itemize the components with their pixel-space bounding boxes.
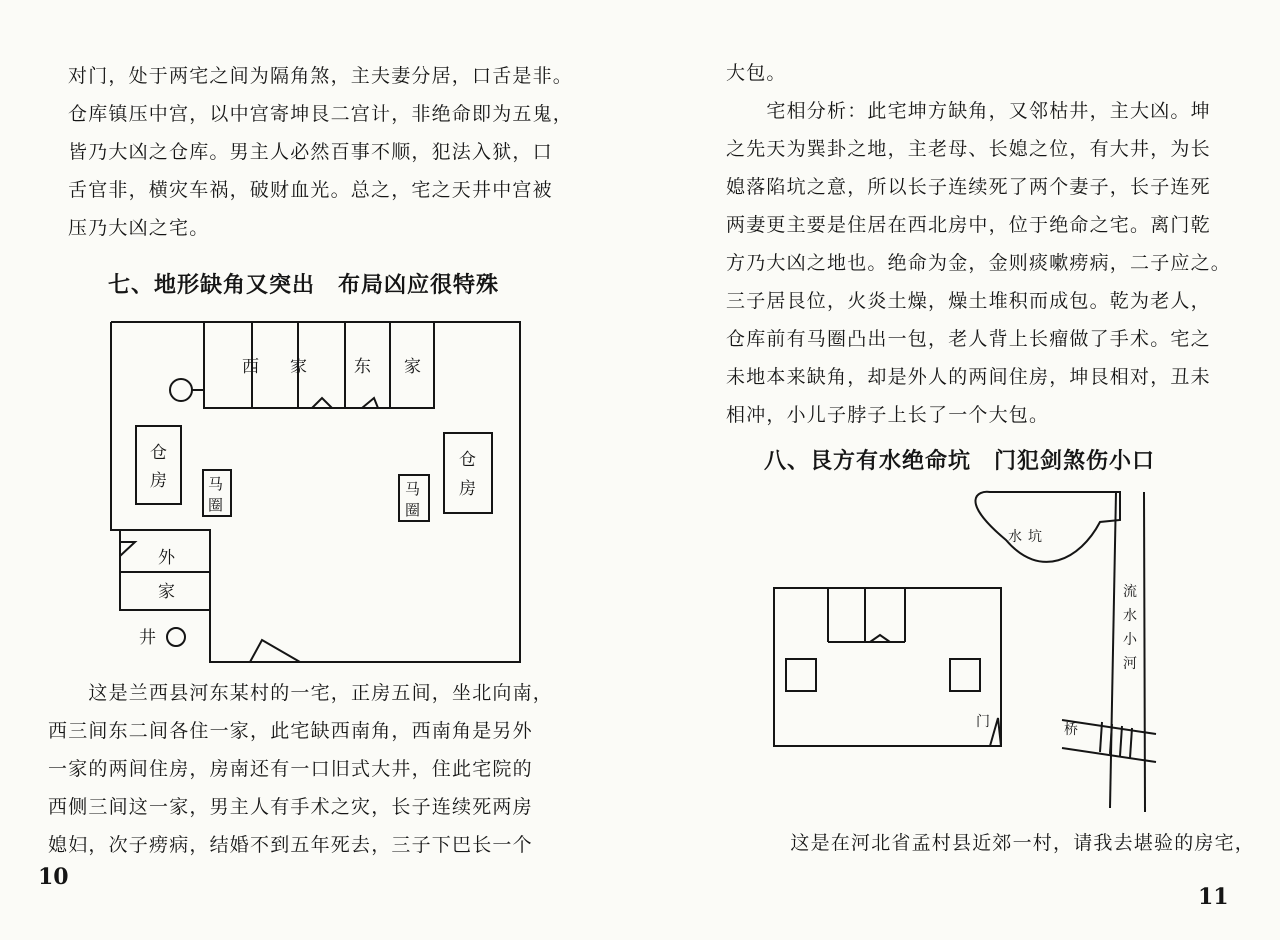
label-home-east: 家 <box>404 357 421 377</box>
floor-plan-diagram-7 <box>0 0 640 670</box>
text-line: 未地本来缺角，却是外人的两间住房，坤艮相对，丑未 <box>726 366 1211 388</box>
label-cang-right: 仓 <box>459 450 476 470</box>
text-line: 方乃大凶之地也。绝命为金，金则痰嗽痨病，二子应之。 <box>726 252 1232 274</box>
text-line: 皆乃大凶之仓库。男主人必然百事不顺，犯法入狱，口 <box>68 141 553 163</box>
label-door: 门 <box>976 714 990 730</box>
text-line: 三子居艮位，火炎土燥，燥土堆积而成包。乾为老人， <box>726 290 1211 312</box>
text-line: 仓库前有马圈凸出一包，老人背上长瘤做了手术。宅之 <box>726 328 1211 350</box>
label-well: 井 <box>139 628 156 648</box>
text-line: 仓库镇压中宫，以中宫寄坤艮二宫计，非绝命即为五鬼， <box>68 103 574 125</box>
label-bridge: 桥 <box>1064 722 1078 738</box>
label-shui: 水 <box>1008 529 1022 545</box>
site-plan-diagram-8 <box>640 0 1280 840</box>
page-number-right: 11 <box>1198 884 1229 910</box>
label-ma-right: 马 <box>405 480 421 498</box>
label-wai: 外 <box>158 548 175 568</box>
label-river-1: 流 <box>1123 584 1137 600</box>
right-body-paragraph <box>750 824 1255 862</box>
text-line: 之先天为巽卦之地，主老母、长媳之位，有大井，为长 <box>726 138 1211 160</box>
label-cang-left: 仓 <box>150 443 167 463</box>
text-line: 相冲，小儿子脖子上长了一个大包。 <box>726 404 1050 426</box>
text-line: 这是在河北省孟村县近郊一村，请我去堪验的房宅， <box>750 832 1256 854</box>
label-west: 西 <box>242 357 259 377</box>
label-ma-left: 马 <box>208 475 224 493</box>
text-line: 一家的两间住房，房南还有一口旧式大井，住此宅院的 <box>48 758 533 780</box>
label-keng: 坑 <box>1028 529 1042 545</box>
label-home-west: 家 <box>290 357 307 377</box>
label-river-3: 小 <box>1123 632 1137 648</box>
text-line: 压乃大凶之宅。 <box>68 217 210 239</box>
text-line: 宅相分析：此宅坤方缺角，又邻枯井，主大凶。坤 <box>726 100 1211 122</box>
text-line: 西侧三间这一家，男主人有手术之灾，长子连续死两房 <box>48 796 533 818</box>
text-line: 对门，处于两宅之间为隔角煞，主夫妻分居，口舌是非。 <box>68 65 574 87</box>
label-jia: 家 <box>158 582 175 602</box>
section-heading-8: 八、艮方有水绝命坑 门犯剑煞伤小口 <box>764 448 1156 474</box>
label-east: 东 <box>354 357 371 377</box>
text-line: 两妻更主要是住居在西北房中，位于绝命之宅。离门乾 <box>726 214 1211 236</box>
section-heading-7: 七、地形缺角又突出 布局凶应很特殊 <box>108 272 500 298</box>
label-river-2: 水 <box>1123 608 1137 624</box>
text-line: 西三间东二间各住一家，此宅缺西南角，西南角是另外 <box>48 720 533 742</box>
right-page <box>640 0 1280 940</box>
label-river-4: 河 <box>1123 656 1137 672</box>
label-juan-left: 圈 <box>208 496 224 514</box>
left-body-paragraph <box>48 674 553 864</box>
text-line: 这是兰西县河东某村的一宅，正房五间，坐北向南， <box>48 682 554 704</box>
text-line: 媳落陷坑之意，所以长子连续死了两个妻子，长子连死 <box>726 176 1211 198</box>
label-juan-right: 圈 <box>405 501 421 519</box>
label-fang-right: 房 <box>459 479 476 499</box>
label-fang-left: 房 <box>150 471 167 491</box>
page-number-left: 10 <box>38 864 69 890</box>
text-line: 媳妇，次子痨病，结婚不到五年死去，三子下巴长一个 <box>48 834 533 856</box>
text-line: 舌官非，横灾车祸，破财血光。总之，宅之天井中宫被 <box>68 179 553 201</box>
text-line: 大包。 <box>726 62 787 84</box>
